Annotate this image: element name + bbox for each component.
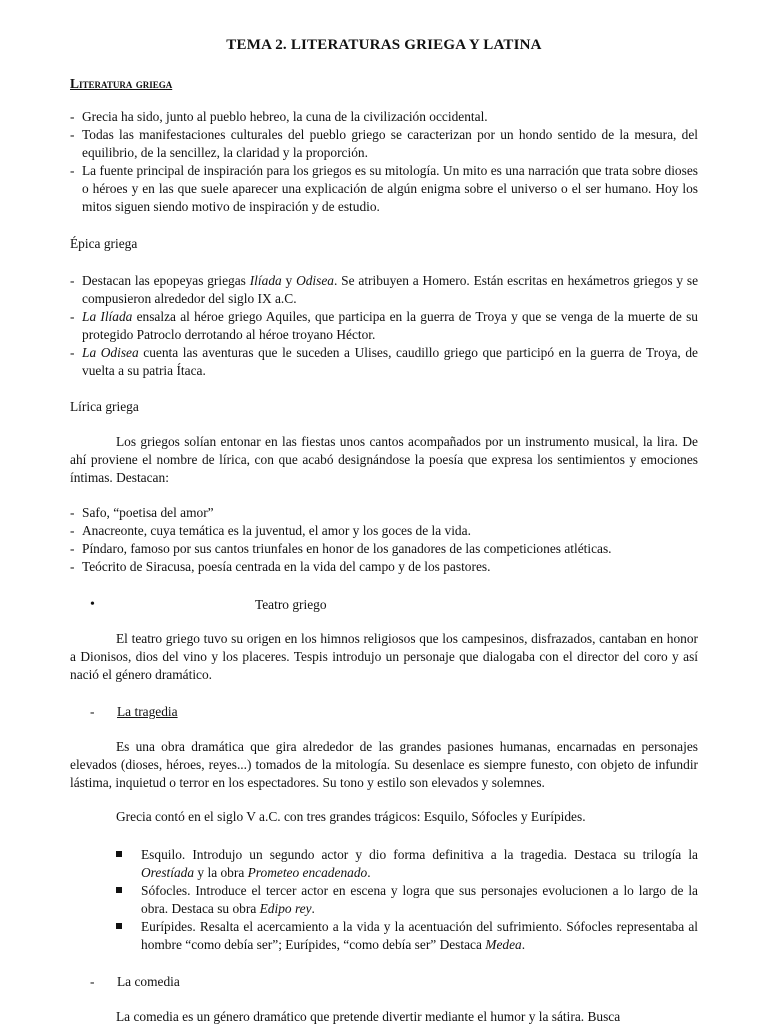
list-item: - Grecia ha sido, junto al pueblo hebreo, la cuna de la civilización occidental. xyxy=(70,109,488,124)
list-item: - Píndaro, famoso por sus cantos triunfales en honor de los ganadores de las competiciones atléticas. xyxy=(70,541,612,556)
epica-heading: Épica griega xyxy=(70,236,138,251)
bullet-icon: • xyxy=(90,597,95,612)
lirica-list xyxy=(70,504,698,576)
list-item: - Todas las manifestaciones culturales del pueblo griego se caracterizan por un hondo sentido de la mesura, del equilibrio, de la sencillez, la claridad y la proporción. xyxy=(70,127,698,160)
square-bullet-icon xyxy=(116,923,122,929)
tragedia-heading: La tragedia xyxy=(117,704,178,719)
lirica-paragraph: Los griegos solían entonar en las fiestas unos cantos acompañados por un instrumento musical, la lira. De ahí proviene el nombre de lírica, con que acabó designándose la poesía que expresa los sentimientos y emociones íntimas. Destacan: xyxy=(70,434,698,485)
teatro-heading: Teatro griego xyxy=(255,597,327,612)
comedia-heading: La comedia xyxy=(117,974,180,989)
epica-list xyxy=(70,272,698,380)
document-page: TEMA 2. LITERATURAS GRIEGA Y LATINA Literatura griega - Grecia ha sido, junto al pueblo hebreo, la cuna de la civilización occidental. - Todas las manifestaciones culturales del pueblo griego se caracterizan por un hondo sentido de la mesura, del equilibrio, de la sencillez, la claridad y la proporción. - La fuente principal de inspiración para los griegos es su mitología. Un mito es una narración que trata sobre dioses o héroes y en las que suele aparecer una explicación de algún enigma sobre el universo o el ser humano. Hoy los mitos siguen siendo motivo de inspiración y de estudio. Épica griega - Destacan las epopeyas griegas Ilíada y Odisea. Se atribuyen a Homero. Están escritas en hexámetros griegos y se compusieron alrededor del siglo IX a.C. - La Ilíada ensalza al héroe griego Aquiles, que participa en la guerra de Troya y que se venga de la muerte de su protegido Patroclo derrotando al héroe troyano Héctor. - La Odisea cuenta las aventuras que le suceden a Ulises, caudillo griego que participó en la guerra de Troya, de vuelta a su patria Ítaca. Lírica griega Los griegos solían entonar en las fiestas unos cantos acompañados por un instrumento musical, la lira. De ahí proviene el nombre de lírica, con que acabó designándose la poesía que expresa los sentimientos y emociones íntimas. Destacan: - Safo, “poetisa del amor” - Anacreonte, cuya temática es la juventud, el amor y los goces de la vida. - Píndaro, famoso por sus cantos triunfales en honor de los ganadores de las competiciones atléticas. - Teócrito de Siracusa, poesía centrada en la vida del campo y de los pastores. • Teatro griego El teatro griego tuvo su origen en los himnos religiosos que los campesinos, disfrazados, cantaban en honor a Dionisos, dios del vino y los placeres. Tespis introdujo un personaje que dialogaba con el director del coro y así nació el género dramático. - La tragedia Es una obra dramática que gira alrededor de las grandes pasiones humanas, encarnadas en personajes elevados (dioses, héroes, reyes...) tomados de la mitología. Su desenlace es siempre funesto, con objeto de infundir lástima, inquietud o terror en los espectadores. Su tono y estilo son elevados y solemnes. Grecia contó en el siglo V a.C. con tres grandes trágicos: Esquilo, Sófocles y Eurípides. Esquilo. Introdujo un segundo actor y dio forma definitiva a la tragedia. Destaca su trilogía la Orestíada y la obra Prometeo encadenado. Sófocles. Introduce el tercer actor en escena y logra que sus personajes evolucionen a lo largo de la obra. Destaca su obra Edipo rey. Eurípides. Resalta el acercamiento a la vida y la acentuación del sufrimiento. Sófocles representaba al hombre “como debía ser”; Eurípides, “como debía ser” Destaca Medea. - La comedia La comedia es un género dramático que pretende divertir mediante el humor y la sátira. Busca xyxy=(0,0,768,1024)
list-item: - La fuente principal de inspiración para los griegos es su mitología. Un mito es una narración que trata sobre dioses o héroes y en las que suele aparecer una explicación de algún enigma sobre el universo o el ser humano. Hoy los mitos siguen siendo motivo de inspiración y de estudio. xyxy=(70,163,698,214)
list-item: - La Ilíada ensalza al héroe griego Aquiles, que participa en la guerra de Troya y que se venga de la muerte de su protegido Patroclo derrotando al héroe troyano Héctor. xyxy=(70,309,699,342)
tragedia-paragraph: Es una obra dramática que gira alrededor de las grandes pasiones humanas, encarnadas en personajes elevados (dioses, héroes, reyes...) tomados de la mitología. Su desenlace es siempre funesto, con objeto de infundir lástima, inquietud o terror en los espectadores. Su tono y estilo son elevados y solemnes. xyxy=(70,739,698,790)
tragedia-line2: Grecia contó en el siglo V a.C. con tres grandes trágicos: Esquilo, Sófocles y Eurípides. xyxy=(116,809,586,824)
list-item: - La Odisea cuenta las aventuras que le suceden a Ulises, caudillo griego que participó en la guerra de Troya, de vuelta a su patria Ítaca. xyxy=(70,345,698,378)
list-item: Sófocles. Introduce el tercer actor en escena y logra que sus personajes evolucionen a lo largo de la obra. Destaca su obra Edipo rey. xyxy=(116,882,698,918)
teatro-paragraph: El teatro griego tuvo su origen en los himnos religiosos que los campesinos, disfrazados, cantaban en honor a Dionisos, dios del vino y los placeres. Tespis introdujo un personaje que dialogaba con el director del coro y así nació el género dramático. xyxy=(70,631,698,682)
list-item: - Destacan las epopeyas griegas Ilíada y Odisea. Se atribuyen a Homero. Están escritas en hexámetros griegos y se compusieron alrededor del siglo IX a.C. xyxy=(70,273,699,306)
list-item: - Anacreonte, cuya temática es la juventud, el amor y los goces de la vida. xyxy=(70,523,471,538)
square-bullet-icon xyxy=(116,887,122,893)
list-item: Eurípides. Resalta el acercamiento a la vida y la acentuación del sufrimiento. Sófocles representaba al hombre “como debía ser”; Eurípides, “como debía ser” Destaca Medea. xyxy=(116,918,698,954)
lirica-heading: Lírica griega xyxy=(70,399,139,414)
list-item: Esquilo. Introdujo un segundo actor y dio forma definitiva a la tragedia. Destaca su trilogía la Orestíada y la obra Prometeo encadenado. xyxy=(116,846,698,882)
square-bullet-icon xyxy=(116,851,122,857)
comedia-paragraph: La comedia es un género dramático que pretende divertir mediante el humor y la sátira. Busca xyxy=(116,1009,621,1024)
list-item: - Teócrito de Siracusa, poesía centrada en la vida del campo y de los pastores. xyxy=(70,559,491,574)
section-heading: Literatura griega xyxy=(70,76,173,91)
list-item: - Safo, “poetisa del amor” xyxy=(70,505,214,520)
intro-list xyxy=(70,108,698,216)
page-title: TEMA 2. LITERATURAS GRIEGA Y LATINA xyxy=(226,37,542,53)
tragicos-list xyxy=(116,846,698,954)
